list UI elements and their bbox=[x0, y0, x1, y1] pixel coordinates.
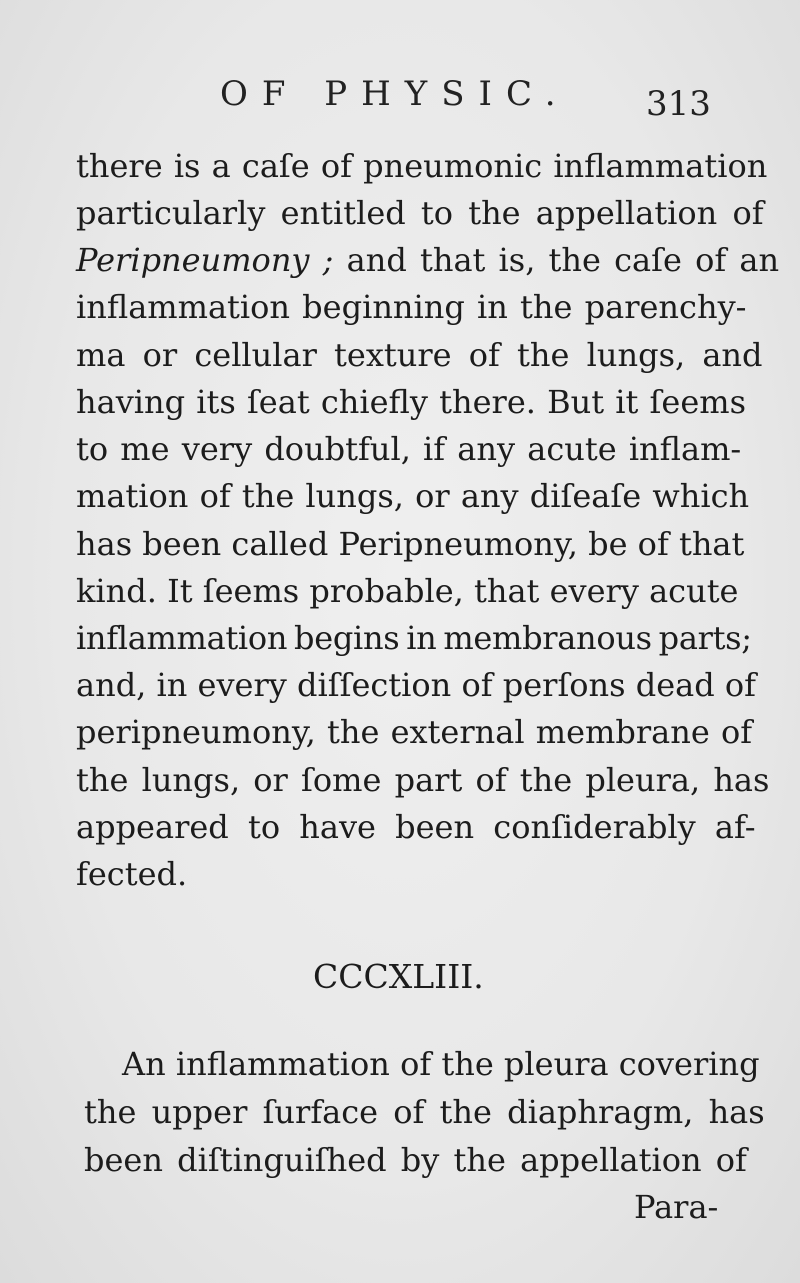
running-title: OF PHYSIC. bbox=[220, 74, 570, 114]
text-line: been diſtinguiſhed by the appellation of bbox=[84, 1141, 747, 1179]
text-line: kind. It ſeems probable, that every acute bbox=[76, 572, 739, 610]
text-line: and, in every diſſection of perſons dead of bbox=[76, 666, 757, 704]
text-line: peripneumony, the external membrane of bbox=[76, 713, 753, 751]
text-line: having its ſeat chiefly there. But it ſeems bbox=[76, 383, 747, 421]
text-line: appeared to have been conſiderably af- bbox=[76, 808, 756, 846]
text-line: has been called Peripneumony, be of that bbox=[76, 525, 745, 563]
text-line: the upper ſurface of the diaphragm, has bbox=[84, 1093, 765, 1131]
text-line-remainder: and that is, the caſe of an bbox=[346, 241, 780, 279]
text-line: fected. bbox=[76, 855, 188, 893]
italic-term: Peripneumony ; bbox=[76, 241, 334, 279]
section-number: CCCXLIII. bbox=[313, 957, 484, 996]
text-line: inflammation begins in membranous parts; bbox=[76, 619, 752, 657]
text-line: mation of the lungs, or any diſeaſe which bbox=[76, 477, 750, 515]
text-line: ma or cellular texture of the lungs, and bbox=[76, 336, 763, 374]
text-line: the lungs, or ſome part of the pleura, has bbox=[76, 761, 770, 799]
text-line: An inflammation of the pleura covering bbox=[122, 1045, 760, 1083]
text-line: inflammation beginning in the parenchy- bbox=[76, 288, 747, 326]
catchword: Para- bbox=[634, 1188, 719, 1226]
text-line bbox=[76, 240, 779, 280]
text-line: there is a caſe of pneumonic inflammation bbox=[76, 147, 768, 185]
page-number: 313 bbox=[646, 84, 711, 124]
text-line: to me very doubtful, if any acute inflam- bbox=[76, 430, 742, 468]
text-line: particularly entitled to the appellation of bbox=[76, 194, 764, 232]
